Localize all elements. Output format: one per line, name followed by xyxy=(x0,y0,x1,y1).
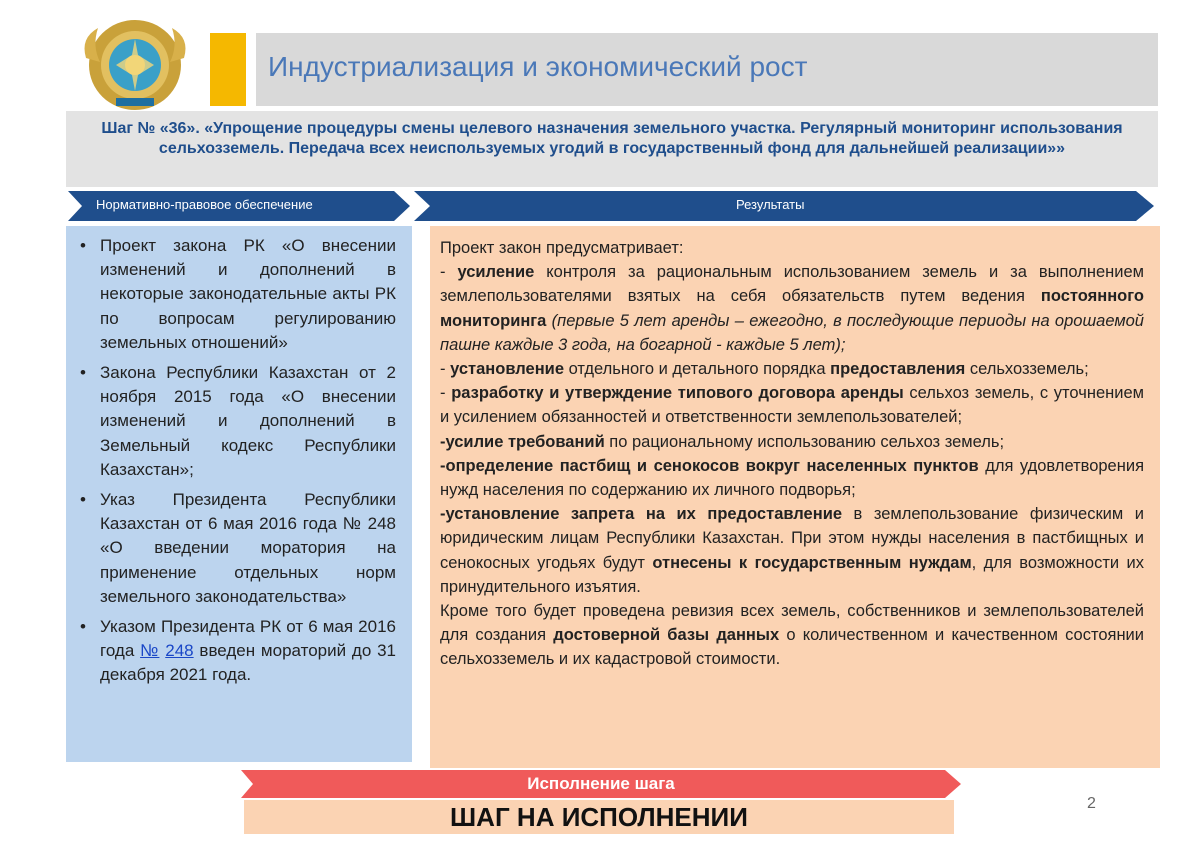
status-text: ШАГ НА ИСПОЛНЕНИИ xyxy=(450,802,748,832)
legal-tab-label: Нормативно-правовое обеспечение xyxy=(96,197,313,212)
list-item: • Указом Президента РК от 6 мая 2016 года № 248 введен мораторий до 31 декабря 2021 года. xyxy=(80,617,396,685)
bullet-icon: • xyxy=(80,490,86,510)
execution-label: Исполнение шага xyxy=(527,774,675,793)
status-bar xyxy=(244,800,954,834)
list-item: • Указ Президента Республики Казахстан от 6 мая 2016 года № 248 «О введении моратория на применение отдельных норм земельного законодательства» xyxy=(80,490,396,606)
results-paragraph: - разработку и утверждение типового договора аренды сельхоз земель, с уточнением и усилением обязанностей и ответственности землепользователей; xyxy=(440,384,1144,427)
title-bar xyxy=(256,33,1158,106)
results-paragraph: -определение пастбищ и сенокосов вокруг населенных пунктов для удовлетворения нужд населения по содержанию их личного подворья; xyxy=(440,456,1144,500)
results-body xyxy=(430,226,1160,672)
legal-list xyxy=(66,226,412,688)
bullet-icon: • xyxy=(80,363,86,383)
results-paragraph: - установление отдельного и детального порядка предоставления сельхозземель; xyxy=(440,360,1089,379)
list-item: • Закона Республики Казахстан от 2 ноября 2015 года «О внесении изменений и дополнений в Земельный кодекс Республики Казахстан»; xyxy=(80,363,396,479)
state-emblem-icon xyxy=(78,18,192,112)
page-number: 2 xyxy=(1087,795,1096,812)
title-accent-block xyxy=(210,33,246,106)
results-paragraph: - усиление контроля за рациональным использованием земель и за выполнением землепользователями взятых на себя обязательств путем ведения постоянного мониторинга (первые 5 лет аренды – ежегодно, в последующие периоды на орошаемой пашне каждые 3 года, на богарной - каждые 5 лет); xyxy=(440,263,1144,354)
results-panel xyxy=(430,226,1160,768)
bullet-icon: • xyxy=(80,617,86,637)
page-title: Индустриализация и экономический рост xyxy=(268,51,808,82)
decree-number-link[interactable]: № xyxy=(140,641,160,661)
results-tab-label: Результаты xyxy=(736,197,805,212)
results-paragraph: Кроме того будет проведена ревизия всех земель, собственников и землепользователей для создания достоверной базы данных о количественном и качественном состоянии сельхозземель и их кадастровой стоимости. xyxy=(440,602,1144,669)
results-intro: Проект закон предусматривает: xyxy=(440,239,684,257)
decree-id-link[interactable]: 248 xyxy=(165,641,194,661)
step-heading: Шаг № «36». «Упрощение процедуры смены целевого назначения земельного участка. Регулярный мониторинг использования сельхозземель. Передача всех неиспользуемых угодий в государственный фонд для дальнейшей реализации»» xyxy=(66,111,1158,187)
list-item: • Проект закона РК «О внесении изменений и дополнений в некоторые законодательные акты РК по вопросам регулированию земельных отношений» xyxy=(80,236,396,352)
results-paragraph: -усилие требований по рациональному использованию сельхоз земель; xyxy=(440,432,1005,451)
legal-panel xyxy=(66,226,412,762)
bullet-icon: • xyxy=(80,236,86,255)
results-paragraph: -установление запрета на их предоставление в землепользование физическим и юридическим лицам Республики Казахстан. При этом нужды населения в пастбищных и сенокосных угодьях будут отнесены к государственным нуждам, для возможности их принудительного изъятия. xyxy=(440,505,1144,596)
